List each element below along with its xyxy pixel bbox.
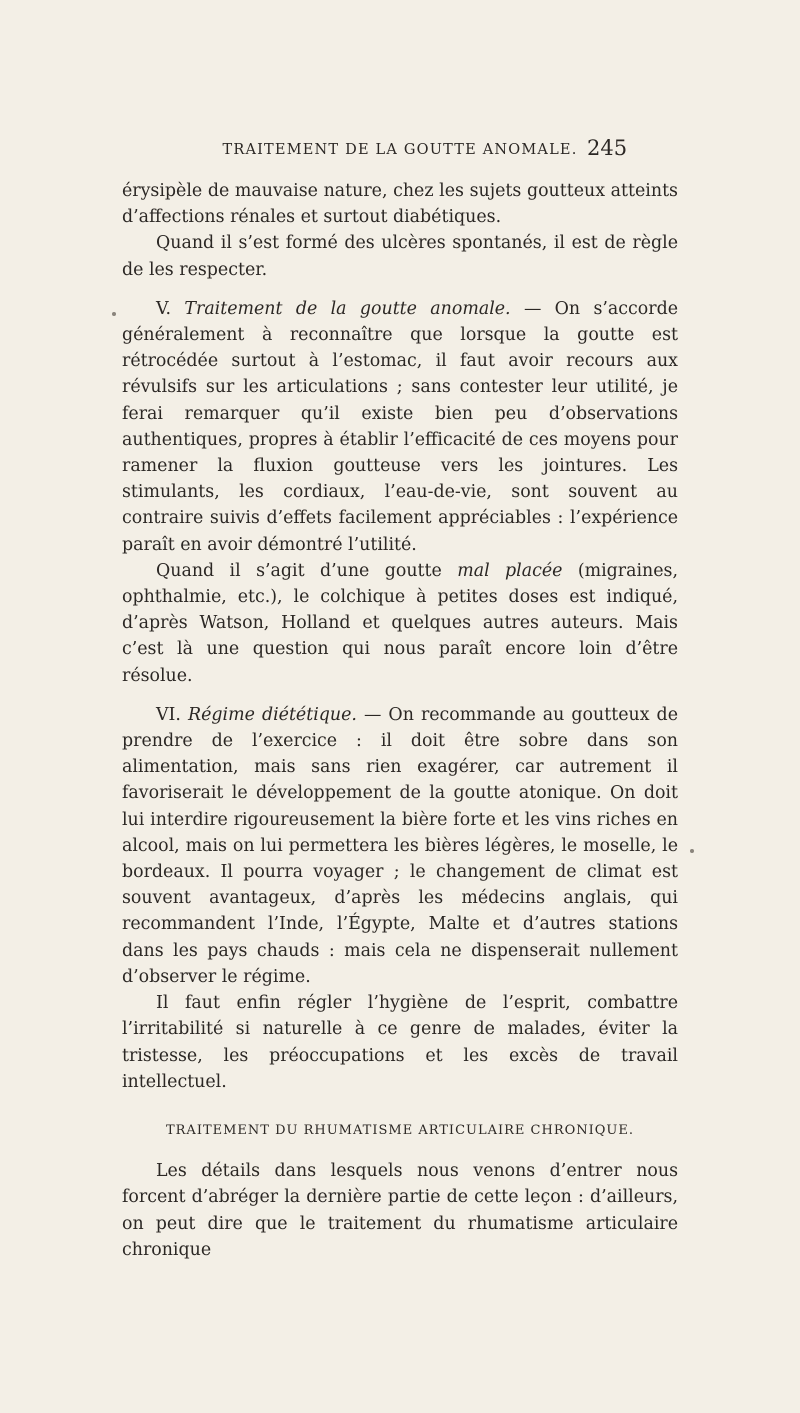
- paragraph-misplaced-gout: [122, 558, 678, 689]
- section-heading: TRAITEMENT DU RHUMATISME ARTICULAIRE CHRONIQUE.: [165, 1122, 635, 1138]
- margin-speck: [690, 849, 694, 853]
- section-text: — On recommande au goutteux de prendre de l’exercice : il doit être sobre dans son alimentation, mais sans rien exagérer, car autrement il favoriserait le développement de la goutte atonique. On doit lui interdire rigoureusement la bière forte et les vins riches en alcool, mais on lui permettera les bières légères, le moselle, le bordeaux. Il pourra voyager ; le changement de climat est souvent avantageux, d’après les médecins anglais, qui recommandent l’Inde, l’Égypte, Malte et d’autres stations dans les pays chauds : mais cela ne dispenserait nullement d’observer le régime.: [122, 704, 678, 987]
- section-title: Traitement de la goutte anomale.: [184, 298, 511, 319]
- paragraph-rheumatism: Les détails dans lesquels nous venons d’entrer nous forcent d’abréger la dernière partie de cette leçon : d’ailleurs, on peut dire que le traitement du rhumatisme articulaire chronique: [122, 1161, 678, 1260]
- section-number: V.: [156, 298, 185, 319]
- paragraph-ulcers: Quand il s’est formé des ulcères spontanés, il est de règle de les respecter.: [122, 233, 678, 280]
- section-text: — On s’accorde généralement à reconnaître que lorsque la goutte est rétrocédée surtout à l’estomac, il faut avoir recours aux révulsifs sur les articulations ; sans contester leur utilité, je ferai remarquer qu’il existe bien peu d’observations authentiques, propres à établir l’efficacité de ces moyens pour ramener la fluxion goutteuse vers les jointures. Les stimulants, les cordiaux, l’eau-de-vie, sont souvent au contraire suivis d’effets facilement appréciables : l’expérience paraît en avoir démontré l’utilité.: [122, 298, 678, 555]
- page-number: 245: [587, 136, 628, 160]
- paragraph-continuation: érysipèle de mauvaise nature, chez les sujets goutteux atteints d’affections rénales et surtout diabétiques.: [122, 181, 678, 228]
- paragraph-section-v: [122, 296, 678, 558]
- emphasis-text: mal placée: [457, 560, 563, 581]
- body-text: [122, 178, 678, 1263]
- running-head: TRAITEMENT DE LA GOUTTE ANOMALE.: [222, 142, 578, 158]
- section-number: VI.: [156, 704, 189, 725]
- margin-speck: [112, 312, 116, 316]
- paragraph-text: (migraines, ophthalmie, etc.), le colchique à petites doses est indiqué, d’après Watson, Holland et quelques autres auteurs. Mais c’est là une question qui nous paraît encore loin d’être résolue.: [122, 560, 678, 686]
- paragraph-hygiene: Il faut enfin régler l’hygiène de l’esprit, combattre l’irritabilité si naturelle à ce genre de malades, éviter la tristesse, les préoccupations et les excès de travail intellectuel.: [122, 993, 678, 1092]
- section-title: Régime diététique.: [188, 704, 357, 725]
- paragraph-text: Quand il s’agit d’une goutte: [156, 560, 458, 581]
- paragraph-section-vi: [122, 702, 678, 990]
